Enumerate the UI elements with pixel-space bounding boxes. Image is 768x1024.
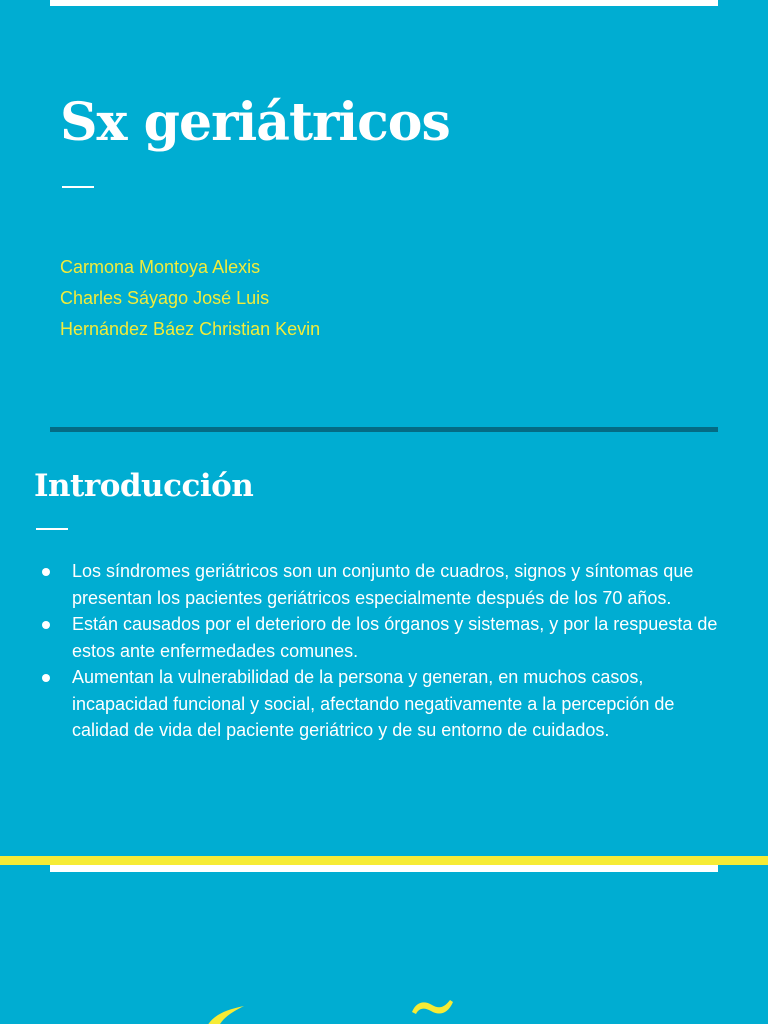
- author-name: Carmona Montoya Alexis: [60, 257, 261, 277]
- intro-heading: Introducción: [34, 468, 254, 504]
- slide-title: Sx geriátricos: [60, 92, 450, 153]
- next-slide-partial: [0, 856, 768, 1024]
- bullet-dot-icon: [42, 568, 50, 576]
- top-white-bar: [50, 0, 718, 6]
- bullet-list: [40, 558, 730, 744]
- bullet-item: [40, 611, 730, 664]
- author-name: Hernández Báez Christian Kevin: [60, 319, 321, 339]
- title-underline: [62, 186, 94, 188]
- bullet-text: Los síndromes geriátricos son un conjunto de cuadros, signos y síntomas que presentan los pacientes geriátricos especialmente después de los 70 años.: [72, 561, 694, 608]
- title-slide: [0, 0, 768, 432]
- author-name: Charles Sáyago José Luis: [60, 288, 270, 308]
- bullet-text: Aumentan la vulnerabilidad de la persona y generan, en muchos casos, incapacidad funcional y social, afectando negativamente a la percepción de calidad de vida del paciente geriátrico y de su entorno de cuidados.: [72, 667, 675, 740]
- partial-letter-arc-icon: [200, 1004, 250, 1024]
- yellow-accent-band: [0, 856, 768, 865]
- bullet-item: [40, 664, 730, 744]
- author-list: [60, 252, 320, 345]
- bottom-white-bar: [50, 865, 718, 872]
- intro-slide: [0, 432, 768, 856]
- bullet-dot-icon: [42, 621, 50, 629]
- bullet-dot-icon: [42, 674, 50, 682]
- bullet-item: [40, 558, 730, 611]
- bullet-text: Están causados por el deterioro de los órganos y sistemas, y por la respuesta de estos ante enfermedades comunes.: [72, 614, 718, 661]
- partial-tilde-icon: [408, 994, 456, 1020]
- heading-underline: [36, 528, 68, 530]
